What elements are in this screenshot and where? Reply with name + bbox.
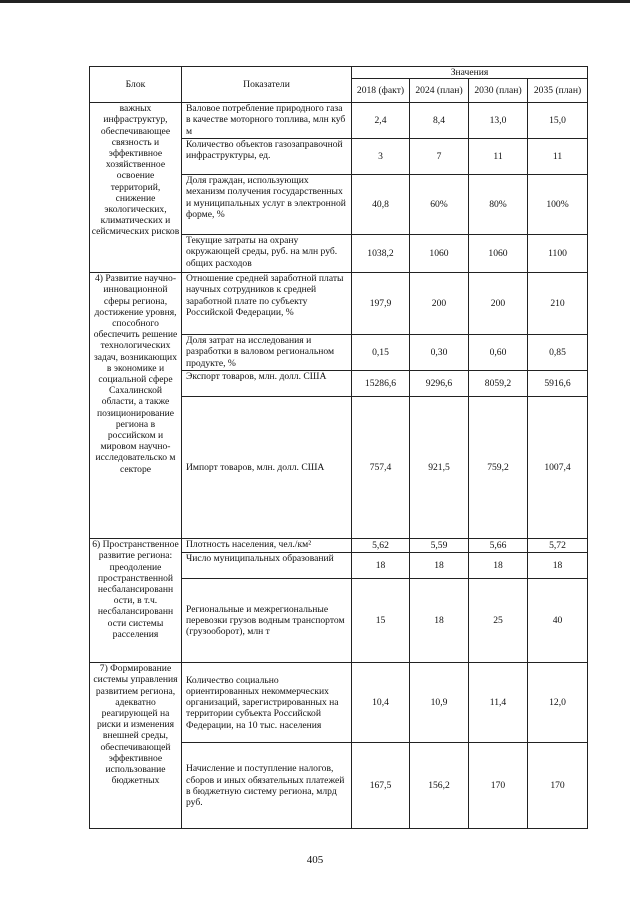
scan-top-edge [0, 0, 630, 3]
page-number: 405 [306, 854, 324, 866]
value-cell: 759,2 [469, 397, 528, 539]
value-cell: 5916,6 [528, 371, 588, 397]
value-cell: 170 [469, 743, 528, 829]
value-cell: 18 [469, 553, 528, 579]
value-cell: 7 [410, 139, 469, 175]
value-cell: 2,4 [352, 103, 410, 139]
indicator-cell: Валовое потребление природного газа в качестве моторного топлива, млн куб м [182, 103, 352, 139]
indicator-cell: Количество социально ориентированных некоммерческих организаций, зарегистрированных на территории субъекта Российской Федерации, на 10 тыс. населения [182, 663, 352, 743]
value-cell: 15,0 [528, 103, 588, 139]
value-cell: 13,0 [469, 103, 528, 139]
indicator-cell: Плотность населения, чел./км² [182, 539, 352, 553]
header-year-2030: 2030 (план) [469, 79, 528, 103]
indicator-cell: Импорт товаров, млн. долл. США [182, 397, 352, 539]
block-cell: важных инфраструктур, обеспечивающее связность и эффективное хозяйственное освоение территорий, снижение экологических, климатических и сейсмических рисков [90, 103, 182, 273]
block-cell: 7) Формирование системы управления развитием региона, адекватно реагирующей на риски и изменения внешней среды, обеспечивающей эффективное использование бюджетных [90, 663, 182, 829]
value-cell: 0,15 [352, 335, 410, 371]
value-cell: 210 [528, 273, 588, 335]
value-cell: 18 [528, 553, 588, 579]
value-cell: 5,62 [352, 539, 410, 553]
value-cell: 8,4 [410, 103, 469, 139]
value-cell: 757,4 [352, 397, 410, 539]
value-cell: 5,59 [410, 539, 469, 553]
value-cell: 0,30 [410, 335, 469, 371]
indicator-cell: Текущие затраты на охрану окружающей среды, руб. на млн руб. общих расходов [182, 235, 352, 273]
value-cell: 200 [410, 273, 469, 335]
indicator-cell: Начисление и поступление налогов, сборов и иных обязательных платежей в бюджетную систему региона, млрд руб. [182, 743, 352, 829]
indicator-cell: Отношение средней заработной платы научных сотрудников к средней заработной плате по субъекту Российской Федерации, % [182, 273, 352, 335]
value-cell: 0,85 [528, 335, 588, 371]
value-cell: 60% [410, 175, 469, 235]
block-cell: 4) Развитие научно-инновационной сферы региона, достижение уровня, способного обеспечить решение технологических задач, возникающих в экономике и социальной сфере Сахалинской области, а также позиционирование региона в российском и мировом научно-исследовательско м секторе [90, 273, 182, 539]
value-cell: 5,66 [469, 539, 528, 553]
header-year-2018: 2018 (факт) [352, 79, 410, 103]
indicator-cell: Региональные и межрегиональные перевозки грузов водным транспортом (грузооборот), млн т [182, 579, 352, 663]
value-cell: 156,2 [410, 743, 469, 829]
value-cell: 921,5 [410, 397, 469, 539]
indicator-cell: Число муниципальных образований [182, 553, 352, 579]
value-cell: 15286,6 [352, 371, 410, 397]
indicator-cell: Доля затрат на исследования и разработки в валовом региональном продукте, % [182, 335, 352, 371]
value-cell: 12,0 [528, 663, 588, 743]
value-cell: 18 [352, 553, 410, 579]
value-cell: 1038,2 [352, 235, 410, 273]
indicators-table [89, 66, 588, 829]
value-cell: 170 [528, 743, 588, 829]
value-cell: 10,9 [410, 663, 469, 743]
value-cell: 40,8 [352, 175, 410, 235]
value-cell: 3 [352, 139, 410, 175]
value-cell: 1060 [410, 235, 469, 273]
table-row [90, 103, 588, 139]
value-cell: 200 [469, 273, 528, 335]
table-row [90, 273, 588, 335]
value-cell: 10,4 [352, 663, 410, 743]
value-cell: 18 [410, 579, 469, 663]
header-block: Блок [90, 67, 182, 103]
value-cell: 11 [528, 139, 588, 175]
value-cell: 80% [469, 175, 528, 235]
indicator-cell: Доля граждан, использующих механизм получения государственных и муниципальных услуг в электронной форме, % [182, 175, 352, 235]
value-cell: 100% [528, 175, 588, 235]
value-cell: 15 [352, 579, 410, 663]
value-cell: 8059,2 [469, 371, 528, 397]
value-cell: 197,9 [352, 273, 410, 335]
value-cell: 1100 [528, 235, 588, 273]
value-cell: 5,72 [528, 539, 588, 553]
value-cell: 0,60 [469, 335, 528, 371]
value-cell: 1060 [469, 235, 528, 273]
header-indicators: Показатели [182, 67, 352, 103]
value-cell: 11,4 [469, 663, 528, 743]
header-values: Значения [352, 67, 588, 79]
value-cell: 11 [469, 139, 528, 175]
table-row [90, 539, 588, 553]
value-cell: 9296,6 [410, 371, 469, 397]
header-year-2024: 2024 (план) [410, 79, 469, 103]
value-cell: 40 [528, 579, 588, 663]
table-row [90, 663, 588, 743]
indicator-cell: Количество объектов газозаправочной инфраструктуры, ед. [182, 139, 352, 175]
value-cell: 18 [410, 553, 469, 579]
block-cell: 6) Пространственное развитие региона: преодоление пространственной несбалансированн ости, в т.ч. несбалансированн ости системы расселения [90, 539, 182, 663]
value-cell: 1007,4 [528, 397, 588, 539]
value-cell: 167,5 [352, 743, 410, 829]
indicator-cell: Экспорт товаров, млн. долл. США [182, 371, 352, 397]
value-cell: 25 [469, 579, 528, 663]
header-year-2035: 2035 (план) [528, 79, 588, 103]
